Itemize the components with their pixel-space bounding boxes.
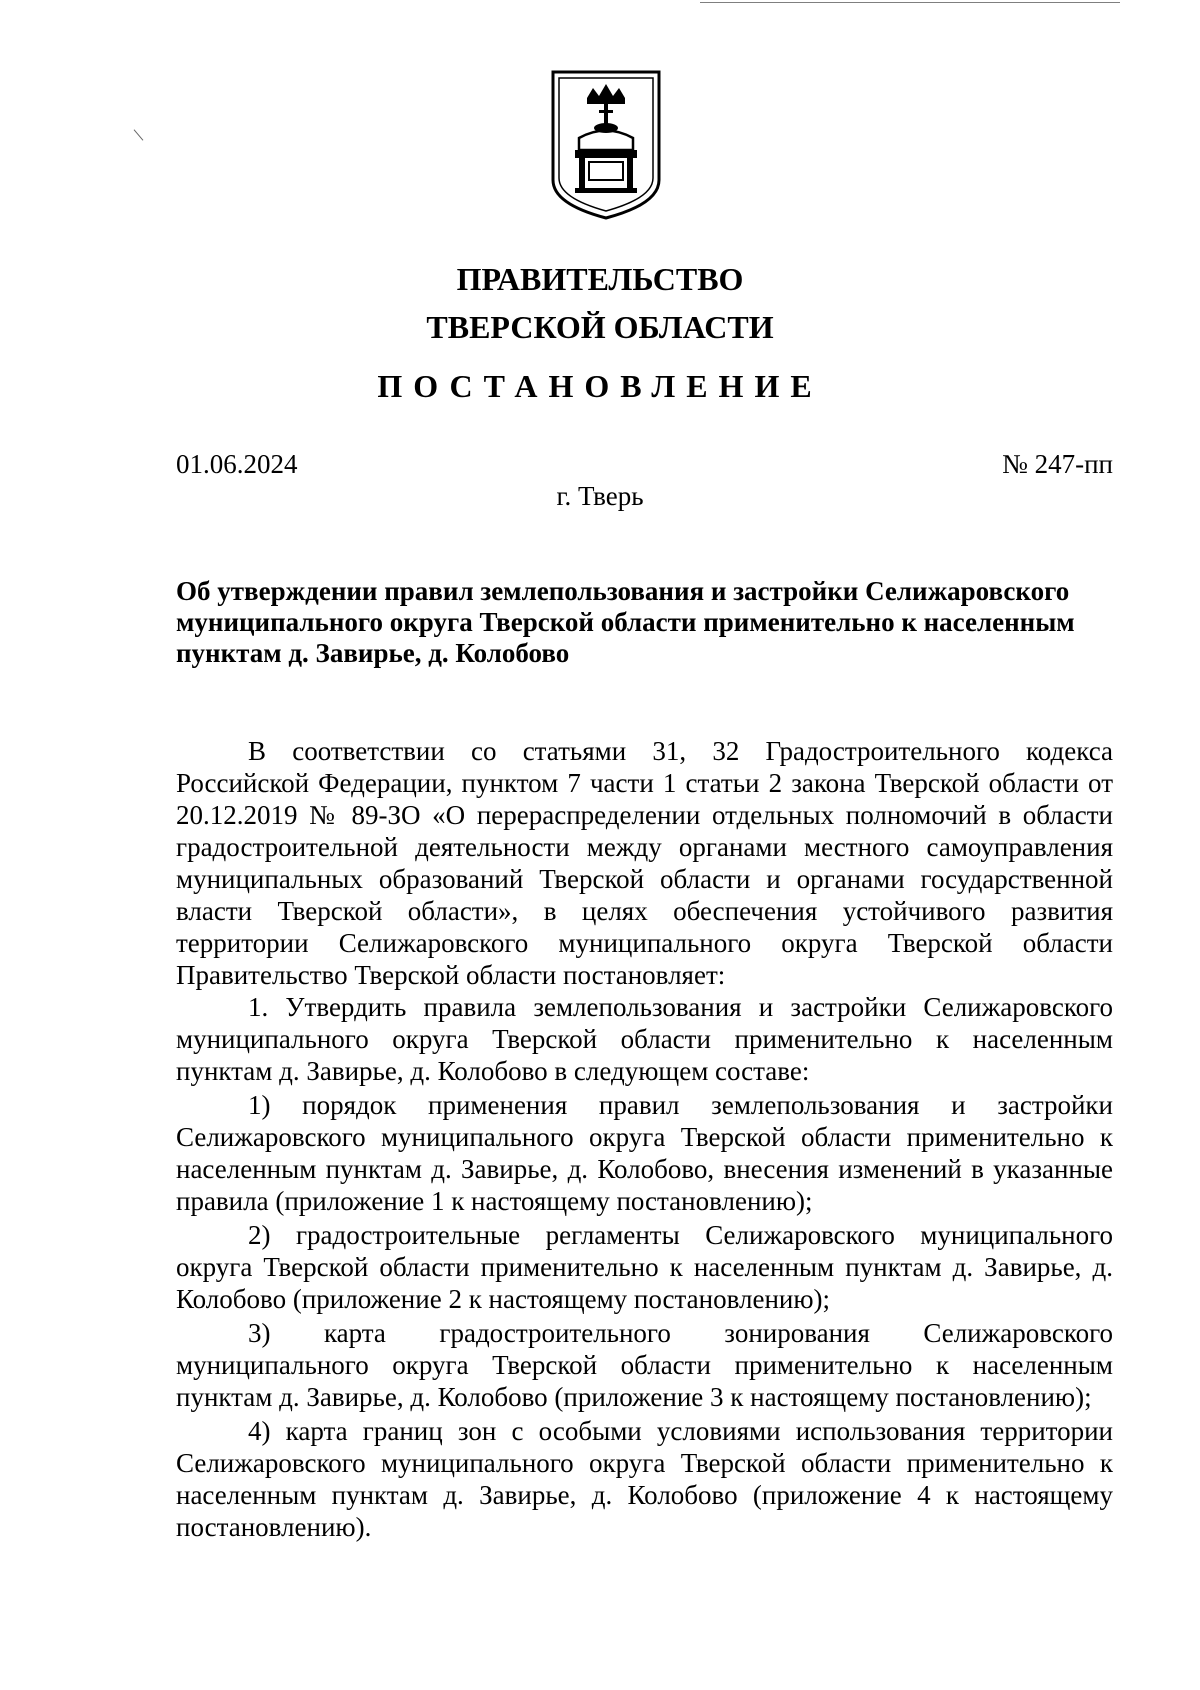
scan-artifact-line xyxy=(134,129,144,140)
list-item: 4) карта границ зон с особыми условиями использования территории Селижаровского муниципального округа Тверской области применительно к населенным пунктам д. Завирье, д. Колобово (приложение 4 к настоящему постановлению). xyxy=(176,1416,1113,1542)
list-item: 2) градостроительные регламенты Селижаровского муниципального округа Тверской области применительно к населенным пунктам д. Завирье, д. Колобово (приложение 2 к настоящему постановлению); xyxy=(176,1220,1113,1314)
document-subject: Об утверждении правил землепользования и застройки Селижаровского муниципального округа Тверской области применительно к населенным пунктам д. Завирье, д. Колобово xyxy=(176,576,1075,668)
issuer-line-1: ПРАВИТЕЛЬСТВО xyxy=(456,261,744,297)
clause-paragraph: 1. Утвердить правила землепользования и застройки Селижаровского муниципального округа Тверской области применительно к населенным пунктам д. Завирье, д. Колобово в следующем составе: xyxy=(176,992,1113,1086)
document-city: г. Тверь xyxy=(556,481,644,511)
document-body xyxy=(176,735,1113,1543)
document-type: ПОСТАНОВЛЕНИЕ xyxy=(377,368,823,404)
list-item: 1) порядок применения правил землепользования и застройки Селижаровского муниципального округа Тверской области применительно к населенным пунктам д. Завирье, д. Колобово, внесения изменений в указанные правила (приложение 1 к настоящему постановлению); xyxy=(176,1090,1113,1216)
preamble-paragraph: В соответствии со статьями 31, 32 Градостроительного кодекса Российской Федерации, пунктом 7 части 1 статьи 2 закона Тверской области от 20.12.2019 № 89-ЗО «О перераспределении отдельных полномочий в области градостроительной деятельности между органами местного самоуправления муниципальных образований Тверской области и органами государственной власти Тверской области», в целях обеспечения устойчивого развития территории Селижаровского муниципального округа Тверской области Правительство Тверской области постановляет: xyxy=(176,736,1113,990)
document-number: № 247-пп xyxy=(1002,449,1113,479)
list-item: 3) карта градостроительного зонирования Селижаровского муниципального округа Тверской области применительно к населенным пунктам д. Завирье, д. Колобово (приложение 3 к настоящему постановлению); xyxy=(176,1318,1113,1412)
issuer-line-2: ТВЕРСКОЙ ОБЛАСТИ xyxy=(426,309,774,345)
tver-coat-of-arms-icon xyxy=(549,68,663,220)
scan-artifact-line xyxy=(700,2,1120,3)
issuer-title xyxy=(0,255,1200,351)
document-date: 01.06.2024 xyxy=(176,449,298,479)
